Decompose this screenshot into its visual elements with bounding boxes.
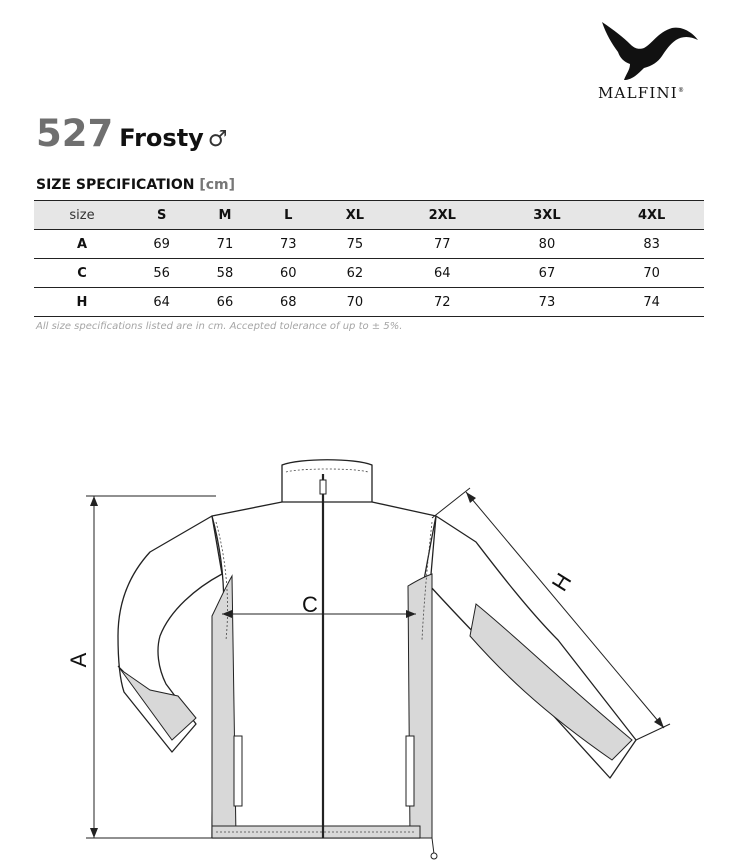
table-cell: 60 [279,265,297,281]
table-cell: H [76,294,88,310]
column-header: 4XL [637,207,666,223]
eagle-icon [600,18,700,82]
table-cell: A [76,236,88,252]
column-header: 3XL [533,207,561,223]
table-cell: 64 [434,265,451,281]
table-cell: 72 [434,294,451,310]
table-cell: 64 [153,294,170,310]
table-cell: 67 [538,265,556,281]
product-name: Frosty [119,124,204,152]
male-symbol-icon: ♂ [207,127,228,152]
table-cell: 58 [216,265,234,281]
size-table [34,200,704,317]
jacket-diagram [0,440,736,861]
table-header-row [34,201,704,230]
left-pocket [234,736,242,806]
table-row [34,288,704,317]
right-sleeve-panel [470,604,632,760]
drawcord-toggle [431,853,437,859]
table-cell: 77 [434,236,451,252]
table-cell: 83 [643,236,660,252]
table-cell: 70 [346,294,364,310]
column-header: M [218,207,232,223]
table-cell: 69 [153,236,170,252]
table-cell: 66 [216,294,234,310]
right-pocket [406,736,414,806]
page-title [36,112,228,155]
brand-name: MALFINI® [598,84,686,102]
measure-label-c: C [302,592,318,617]
column-header: 2XL [428,207,456,223]
product-number: 527 [36,112,114,155]
table-cell: 80 [538,236,556,252]
table-row [34,230,704,259]
table-cell: 68 [279,294,297,310]
column-header: XL [345,207,365,223]
collar [282,460,372,507]
spec-heading: SIZE SPECIFICATION [cm] [36,177,236,193]
table-cell: 71 [216,236,234,252]
column-header: L [284,207,293,223]
table-cell: 75 [346,236,364,252]
table-cell: C [77,265,87,281]
table-cell: 73 [538,294,556,310]
brand-logo [596,18,708,106]
column-header: S [156,207,167,223]
table-cell: 74 [643,294,660,310]
table-cell: 70 [643,265,660,281]
measure-label-h: H [546,568,577,596]
left-side-panel [212,576,236,838]
tolerance-note: All size specifications listed are in cm. Accepted tolerance of up to ± 5%. [36,321,403,332]
table-cell: 56 [153,265,170,281]
zipper-pull [320,480,326,494]
table-cell: 62 [346,265,364,281]
measure-label-a: A [66,652,91,668]
column-header: size [69,207,95,223]
table-row [34,259,704,288]
table-cell: 73 [279,236,297,252]
